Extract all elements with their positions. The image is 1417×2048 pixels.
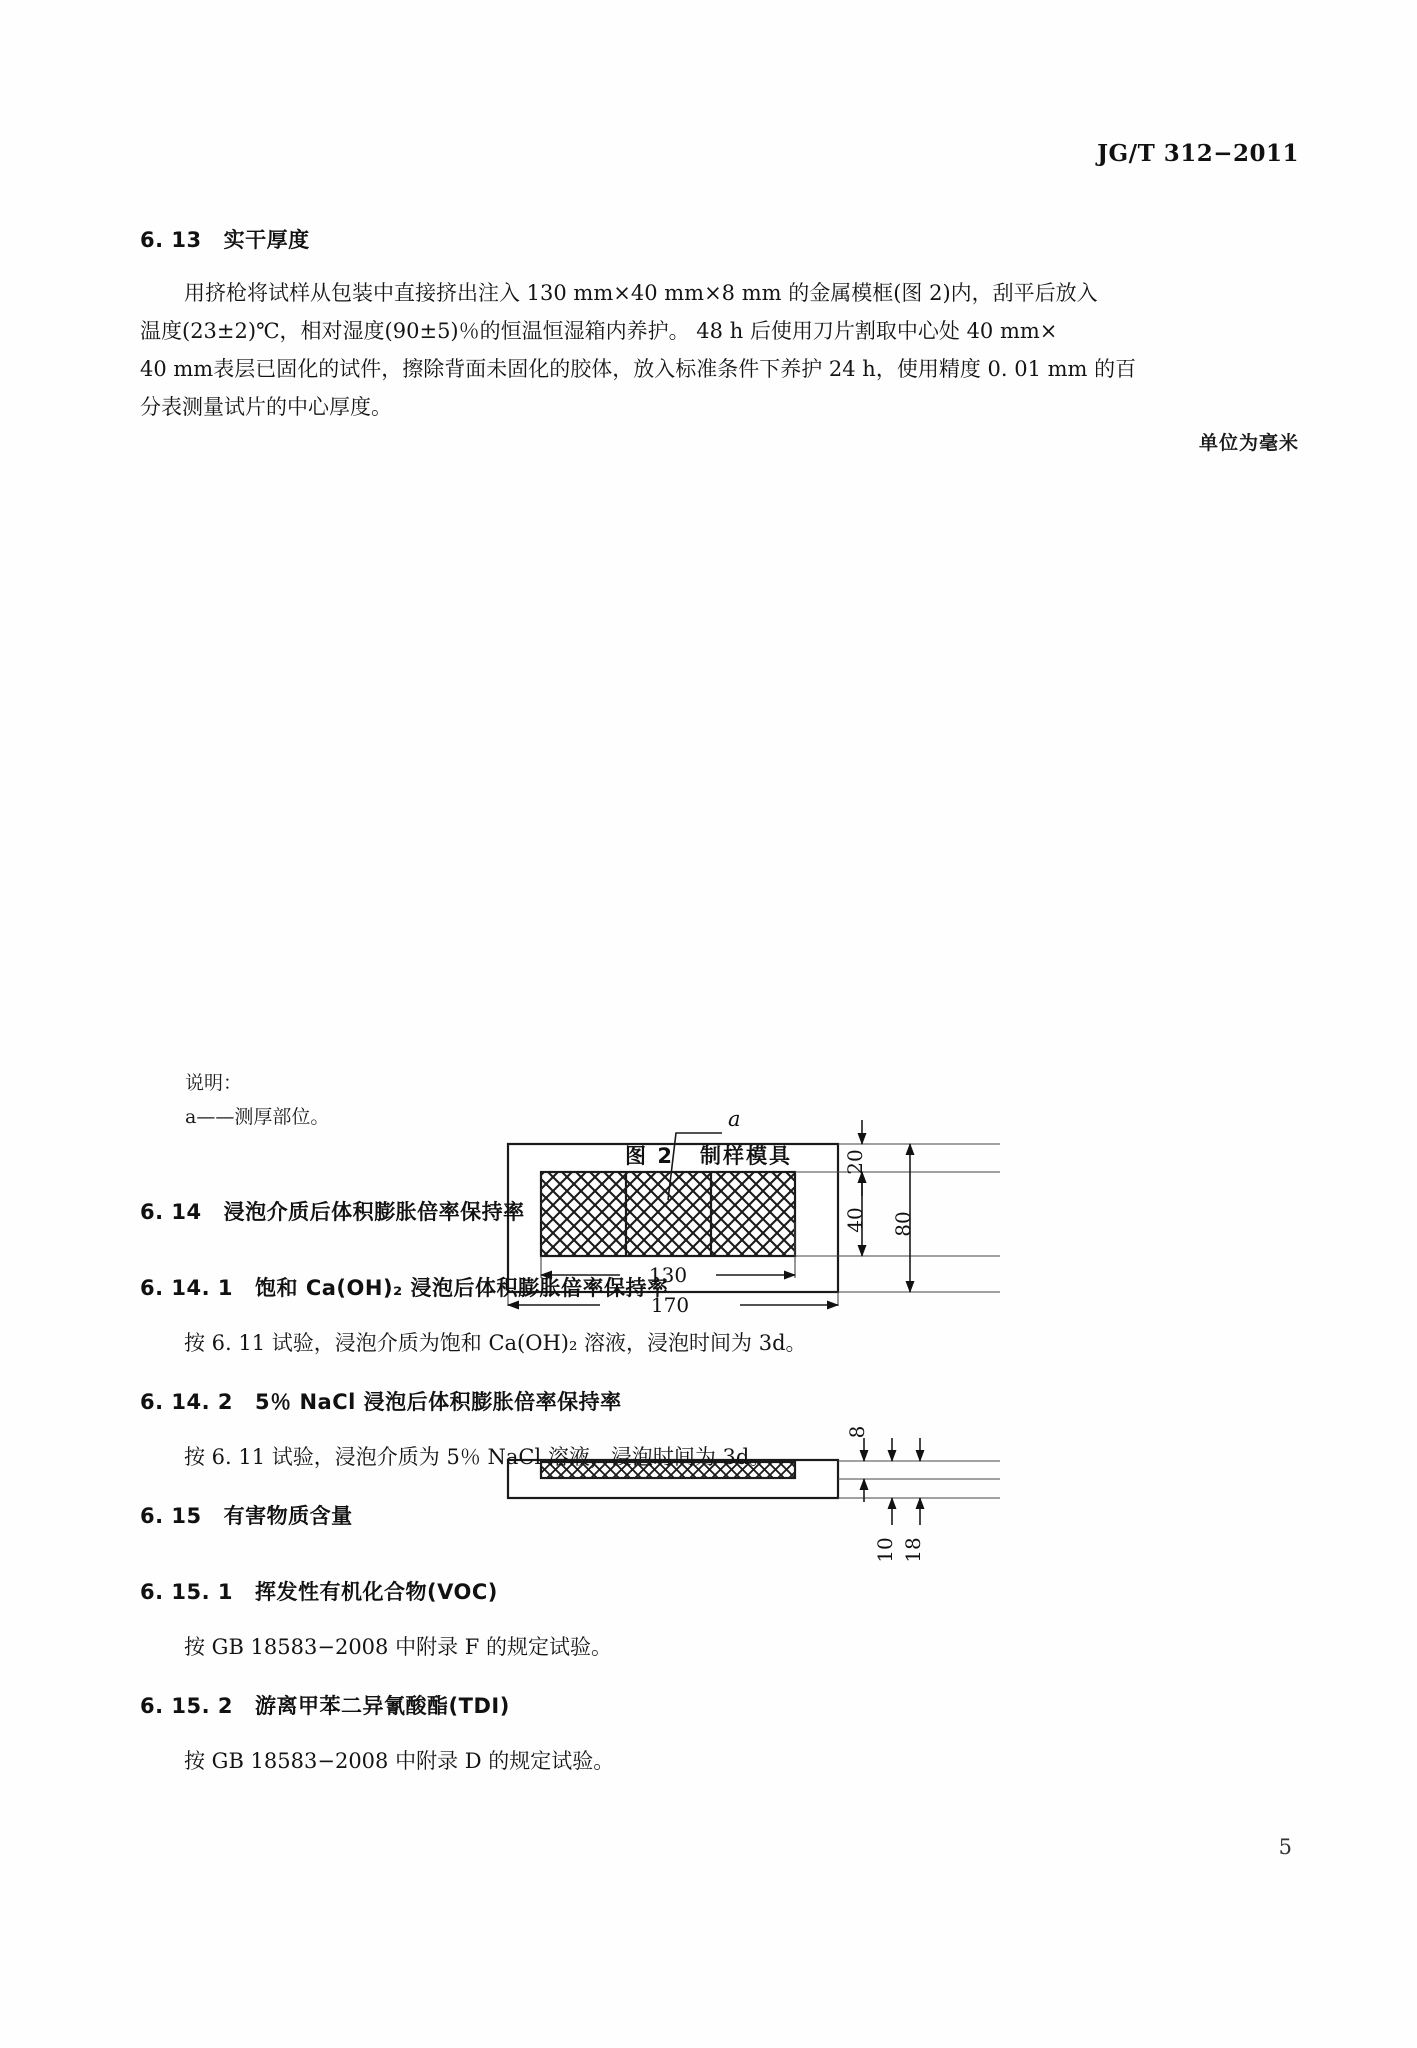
paragraph-text: 按 6. 11 试验，浸泡介质为饱和 Ca(OH)₂ 溶液，浸泡时间为 3d。: [184, 1331, 807, 1355]
paragraph-text: 温度(23±2)℃，相对湿度(90±5)％的恒温恒湿箱内养护。 48 h 后使用刀片割取中心处 40 mm×: [140, 319, 1058, 343]
paragraph-line: [140, 274, 1300, 312]
paragraph-text: 用挤枪将试样从包装中直接挤出注入 130 mm×40 mm×8 mm 的金属模框(图 2)内，刮平后放入: [184, 281, 1098, 305]
clause-number: 6. 15: [140, 1504, 202, 1528]
clause-title: 饱和 Ca(OH)₂ 浸泡后体积膨胀倍率保持率: [255, 1276, 669, 1300]
paragraph-line: [140, 1324, 1300, 1362]
paragraph-text: 按 GB 18583−2008 中附录 F 的规定试验。: [184, 1635, 612, 1659]
clause-number: 6. 14. 2: [140, 1390, 234, 1414]
dimension-18: 18: [901, 1537, 925, 1563]
paragraph-6-14-1: [140, 1324, 1300, 1362]
page-number: 5: [1278, 1835, 1292, 1859]
paragraph-text: 40 mm表层已固化的试件，擦除背面未固化的胶体，放入标准条件下养护 24 h，使用精度 0. 01 mm 的百: [140, 357, 1137, 381]
standard-code-header: JG/T 312−2011: [1097, 140, 1299, 167]
dimension-8: 8: [845, 1425, 869, 1439]
clause-heading-6-14: [140, 1196, 525, 1226]
clause-number: 6. 15. 2: [140, 1694, 234, 1718]
clause-heading-6-13: [140, 224, 310, 254]
figure-caption-title: 制样模具: [699, 1144, 792, 1168]
figure-caption-number: 图 2: [625, 1144, 674, 1168]
clause-title: 游离甲苯二异氰酸酯(TDI): [255, 1694, 510, 1718]
paragraph-line: [140, 312, 1300, 350]
dimension-10: 10: [873, 1537, 897, 1563]
paragraph-line: [140, 388, 1300, 426]
clause-heading-6-15-2: [140, 1690, 510, 1720]
dimension-170: 170: [650, 1293, 690, 1317]
paragraph-6-15-1: [140, 1628, 1300, 1666]
dimension-40: 40: [843, 1207, 867, 1233]
paragraph-6-14-2: [140, 1438, 1300, 1476]
clause-title: 5％ NaCl 浸泡后体积膨胀倍率保持率: [255, 1390, 622, 1414]
clause-number: 6. 13: [140, 228, 202, 252]
paragraph-text: 按 6. 11 试验，浸泡介质为 5％ NaCl 溶液，浸泡时间为 3d。: [184, 1445, 771, 1469]
clause-heading-6-15: [140, 1500, 353, 1530]
paragraph-text: 分表测量试片的中心厚度。: [140, 395, 392, 419]
paragraph-line: [140, 350, 1300, 388]
paragraph-6-13: [140, 274, 1300, 426]
clause-number: 6. 14: [140, 1200, 202, 1224]
dimension-130: 130: [648, 1263, 688, 1287]
clause-heading-6-15-1: [140, 1576, 498, 1606]
paragraph-6-15-2: [140, 1742, 1300, 1780]
figure-unit-note: 单位为毫米: [1198, 432, 1299, 454]
figure-label-a: a: [728, 1107, 741, 1131]
clause-title: 挥发性有机化合物(VOC): [255, 1580, 498, 1604]
paragraph-text: 按 GB 18583−2008 中附录 D 的规定试验。: [184, 1749, 615, 1773]
figure-caption: [0, 1140, 1417, 1170]
paragraph-line: [140, 1742, 1300, 1780]
clause-title: 有害物质含量: [223, 1504, 353, 1528]
dimension-20: 20: [843, 1149, 867, 1175]
clause-heading-6-14-1: [140, 1272, 669, 1302]
figure-legend-item: a——测厚部位。: [185, 1106, 330, 1128]
paragraph-line: [140, 1438, 1300, 1476]
figure-legend-title: 说明：: [185, 1072, 243, 1094]
dimension-80: 80: [891, 1211, 915, 1237]
paragraph-line: [140, 1628, 1300, 1666]
clause-heading-6-14-2: [140, 1386, 622, 1416]
clause-number: 6. 14. 1: [140, 1276, 234, 1300]
clause-title: 实干厚度: [223, 228, 310, 252]
clause-number: 6. 15. 1: [140, 1580, 234, 1604]
clause-title: 浸泡介质后体积膨胀倍率保持率: [223, 1200, 525, 1224]
